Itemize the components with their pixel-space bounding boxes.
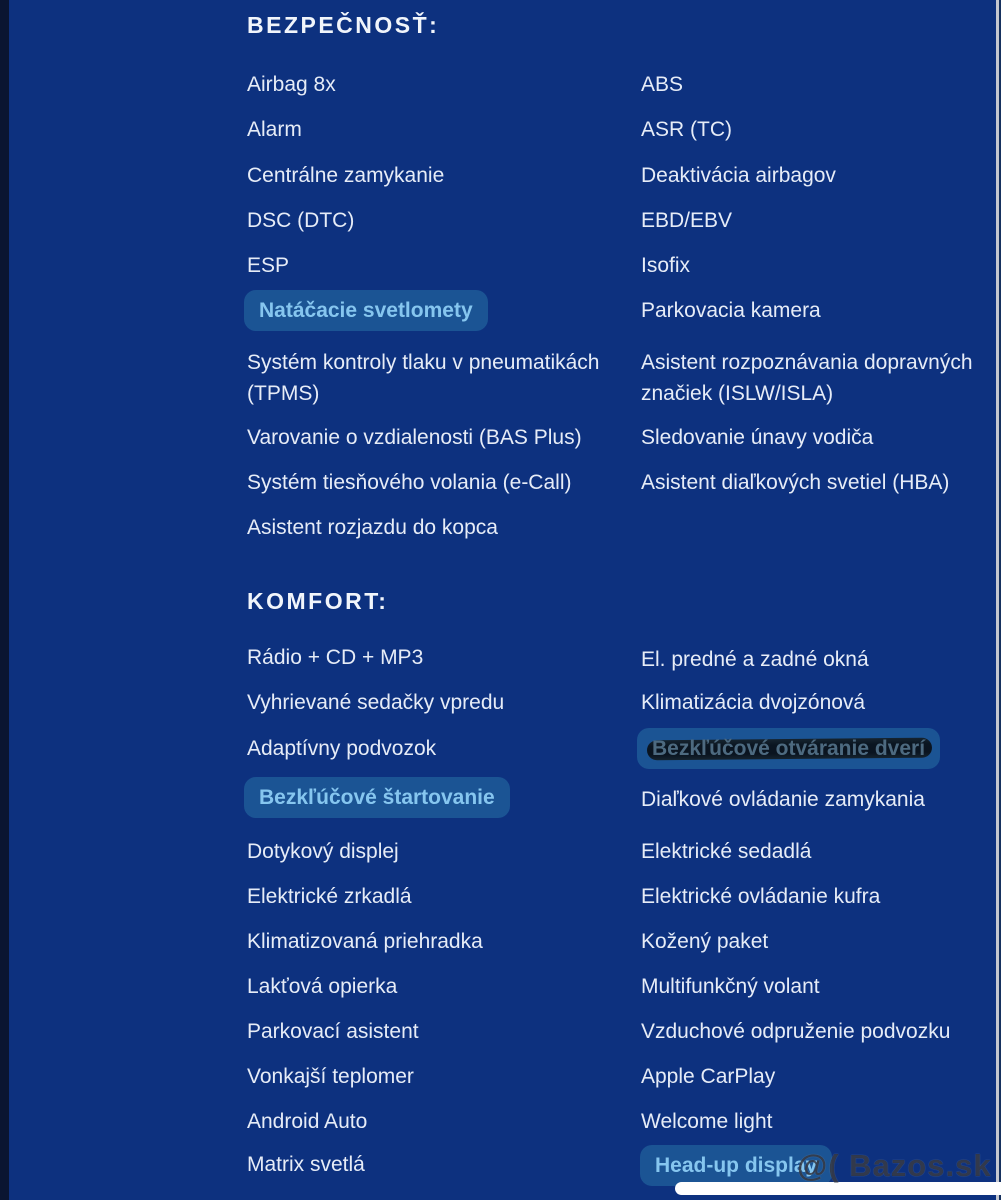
feature-item: Rádio + CD + MP3 <box>247 646 424 669</box>
feature-badge[interactable]: Bezkľúčové štartovanie <box>244 777 510 818</box>
feature-item: Vzduchové odpruženie podvozku <box>641 1020 951 1043</box>
feature-item: Kožený paket <box>641 930 769 953</box>
feature-item: Alarm <box>247 118 302 141</box>
feature-item: EBD/EBV <box>641 209 733 232</box>
feature-item: El. predné a zadné okná <box>641 648 869 671</box>
feature-item: Elektrické sedadlá <box>641 840 812 863</box>
feature-item: DSC (DTC) <box>247 209 355 232</box>
feature-item: Asistent rozjazdu do kopca <box>247 516 498 539</box>
feature-item: Systém kontroly tlaku v pneumatikách (TPMS) <box>247 351 600 405</box>
section-title-safety: BEZPEČNOSŤ: <box>247 12 440 38</box>
feature-item: Deaktivácia airbagov <box>641 164 836 187</box>
feature-item: Vonkajší teplomer <box>247 1065 414 1088</box>
section-title-comfort: KOMFORT: <box>247 588 389 614</box>
feature-item: Varovanie o vzdialenosti (BAS Plus) <box>247 426 582 449</box>
feature-item: Elektrické zrkadlá <box>247 885 412 908</box>
feature-item: Elektrické ovládanie kufra <box>641 885 881 908</box>
feature-item: Lakťová opierka <box>247 975 398 998</box>
feature-item: Asistent diaľkových svetiel (HBA) <box>641 471 950 494</box>
feature-badge-label: Bezkľúčové otváranie dverí <box>652 736 926 760</box>
left-edge-strip <box>0 0 9 1200</box>
feature-item: Apple CarPlay <box>641 1065 776 1088</box>
feature-item: Android Auto <box>247 1110 368 1133</box>
feature-item: Systém tiesňového volania (e-Call) <box>247 471 572 494</box>
feature-item: Sledovanie únavy vodiča <box>641 426 874 449</box>
feature-item: Parkovací asistent <box>247 1020 419 1043</box>
feature-item: Welcome light <box>641 1110 773 1133</box>
feature-item: Klimatizovaná priehradka <box>247 930 483 953</box>
feature-item: ABS <box>641 73 684 96</box>
feature-badge-redacted[interactable] <box>637 728 940 769</box>
feature-item: Vyhrievané sedačky vpredu <box>247 691 505 714</box>
feature-item: Matrix svetlá <box>247 1153 365 1176</box>
feature-item: Klimatizácia dvojzónová <box>641 691 866 714</box>
feature-item: Diaľkové ovládanie zamykania <box>641 788 925 811</box>
feature-item: ASR (TC) <box>641 118 732 141</box>
feature-item: Dotykový displej <box>247 840 399 863</box>
feature-item: Airbag 8x <box>247 73 336 96</box>
feature-item: ESP <box>247 254 290 277</box>
bazos-watermark: @( Bazos.sk <box>797 1148 992 1183</box>
feature-item: Asistent rozpoznávania dopravných značiek (ISLW/ISLA) <box>641 351 973 405</box>
feature-item: Isofix <box>641 254 691 277</box>
feature-badge[interactable]: Natáčacie svetlomety <box>244 290 488 331</box>
feature-item: Parkovacia kamera <box>641 299 821 322</box>
feature-item: Adaptívny podvozok <box>247 737 437 760</box>
feature-badge[interactable]: Head-up display <box>640 1145 832 1186</box>
feature-item: Multifunkčný volant <box>641 975 820 998</box>
feature-item: Centrálne zamykanie <box>247 164 445 187</box>
